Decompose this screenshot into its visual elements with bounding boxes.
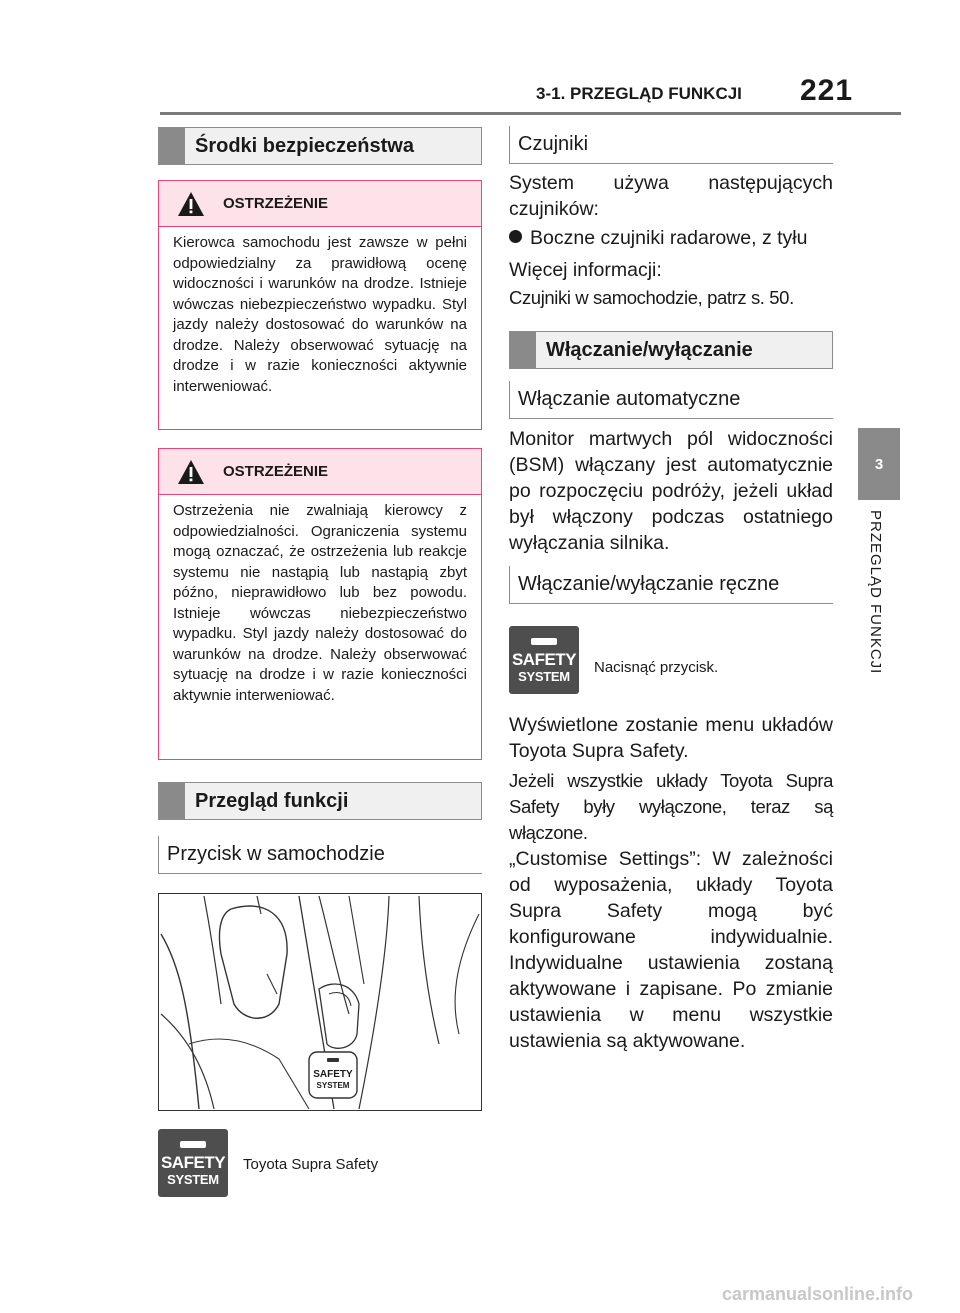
more-info-label: Więcej informacji: bbox=[509, 259, 662, 281]
sensors-bullet bbox=[509, 225, 833, 251]
icon-label-line2: SYSTEM bbox=[518, 668, 570, 684]
chapter-tab[interactable] bbox=[858, 428, 900, 500]
warning-box-1 bbox=[158, 180, 482, 430]
warning-title-2: OSTRZEŻENIE bbox=[223, 463, 329, 480]
section-heading-safety bbox=[158, 127, 482, 165]
photo-button-label-line2: SYSTEM bbox=[316, 1081, 350, 1090]
sensors-bullet-text: Boczne czujniki radarowe, z tyłu bbox=[530, 227, 808, 249]
safety-system-button-icon bbox=[158, 1129, 228, 1197]
icon-caption-toyota-supra-safety: Toyota Supra Safety bbox=[243, 1156, 379, 1173]
section-heading-on-off-text: Włączanie/wyłączanie bbox=[546, 338, 753, 361]
all-systems-off-text: Jeżeli wszystkie układy Toyota Supra Safety były wyłączone, teraz są włączone. bbox=[509, 770, 833, 843]
warning-box-2 bbox=[158, 448, 482, 760]
automatic-activation-text: Monitor martwych pól widoczności (BSM) włączany jest automatycznie po rozpoczęciu podróży, jeżeli układ był włączony podczas ostatniego wyłączania silnika. bbox=[509, 428, 833, 554]
subheading-automatic-activation: Włączanie automatyczne bbox=[509, 381, 833, 419]
customise-settings-text: „Customise Settings”: W zależności od wyposażenia, układy Toyota Supra Safety mogą być konfigurowane indywidualnie. Indywidualne ustawienia zostaną aktywowane i zapisane. Po zmianie ustawienia w menu wszystkie ustawienia są aktywowane. bbox=[509, 848, 833, 1052]
indicator-bar bbox=[531, 638, 557, 645]
icon-label-line1: SAFETY bbox=[160, 1152, 226, 1172]
center-console-drawing bbox=[159, 894, 480, 1109]
subheading-button-in-car: Przycisk w samochodzie bbox=[158, 836, 482, 874]
console-illustration bbox=[158, 893, 482, 1111]
heading-bar bbox=[510, 332, 536, 368]
icon-label-line2: SYSTEM bbox=[167, 1171, 219, 1187]
heading-bar bbox=[159, 128, 185, 164]
warning-header-2 bbox=[159, 449, 481, 495]
running-header-title: 3-1. PRZEGLĄD FUNKCJI bbox=[536, 84, 742, 103]
warning-text-1: Kierowca samochodu jest zawsze w pełni odpowiedzialny za prawidłową ocenę widoczności i warunków na drodze. Istnieje wówczas niebezpieczeństwo wypadku. Styl jazdy należy dostosować do warunków na drodze. Należy obserwować sytuację na drodze i w razie konieczności aktywnie interweniować. bbox=[173, 234, 467, 395]
menu-displayed-text: Wyświetlone zostanie menu układów Toyota Supra Safety. bbox=[509, 714, 833, 762]
section-heading-on-off bbox=[509, 331, 833, 369]
subheading-manual-activation: Włączanie/wyłączanie ręczne bbox=[509, 566, 833, 604]
icon-label-line1: SAFETY bbox=[511, 649, 577, 669]
warning-text-2: Ostrzeżenia nie zwalniają kierowcy z odpowiedzialności. Ograniczenia systemu mogą oznaczać, że ostrzeżenia lub reakcje systemu nie nastąpią lub nastąpią zbyt późno, nieprawidłowo lub bez powodu. Istnieje wówczas niebezpieczeństwo wypadku. Styl jazdy należy dostosować do warunków na drodze. Należy obserwować sytuację na drodze i w razie konieczności aktywnie interweniować. bbox=[173, 502, 467, 704]
bullet-icon bbox=[509, 230, 522, 243]
warning-triangle-icon bbox=[177, 459, 205, 485]
watermark: carmanualsonline.info bbox=[722, 1284, 914, 1304]
section-heading-overview-text: Przegląd funkcji bbox=[195, 789, 349, 812]
subheading-sensors: Czujniki bbox=[509, 126, 833, 164]
page-number: 221 bbox=[800, 74, 854, 107]
heading-bar bbox=[159, 783, 185, 819]
section-heading-overview bbox=[158, 782, 482, 820]
header-divider bbox=[160, 112, 901, 115]
warning-header-1 bbox=[159, 181, 481, 227]
more-info-reference: Czujniki w samochodzie, patrz s. 50. bbox=[509, 287, 794, 308]
safety-system-button-icon bbox=[509, 626, 579, 694]
chapter-number: 3 bbox=[874, 455, 884, 473]
photo-button-label-line1: SAFETY bbox=[313, 1069, 353, 1080]
indicator-bar bbox=[180, 1141, 206, 1148]
chapter-label: PRZEGLĄD FUNKCJI bbox=[867, 510, 884, 675]
warning-title-1: OSTRZEŻENIE bbox=[223, 195, 329, 212]
press-button-caption: Nacisnąć przycisk. bbox=[594, 659, 719, 676]
sensors-intro: System używa następujących czujników: bbox=[509, 172, 833, 220]
warning-triangle-icon bbox=[177, 191, 205, 217]
section-heading-safety-text: Środki bezpieczeństwa bbox=[195, 134, 414, 157]
